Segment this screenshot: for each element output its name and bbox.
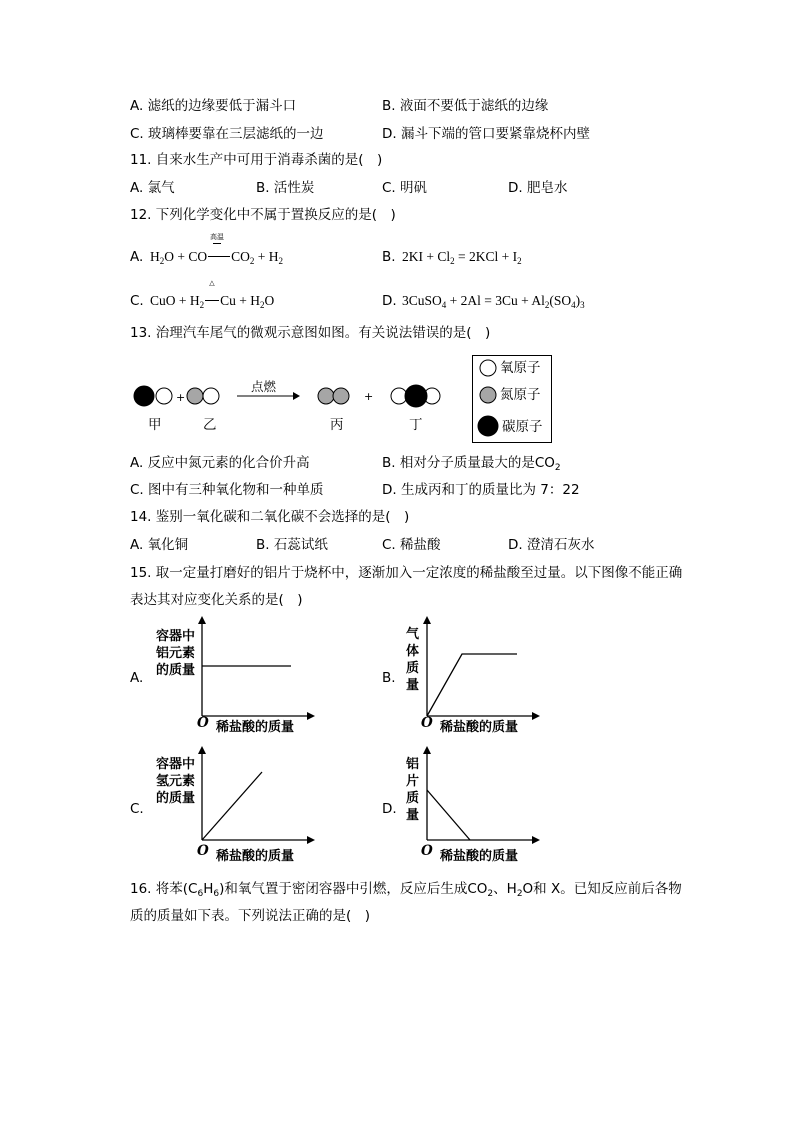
graph-b-origin: O <box>421 715 433 731</box>
graph-d-xlabel: 稀盐酸的质量 <box>440 849 519 864</box>
q16-stem-line2: 质的质量如下表。下列说法正确的是( ) <box>130 908 371 924</box>
graph-d-ylabel <box>406 756 419 824</box>
arrow-condition-label: 点燃 <box>251 379 277 394</box>
graph-d-y-arrow <box>423 746 431 754</box>
graph-c-label: C. <box>130 801 144 817</box>
oxygen-legend-icon <box>480 360 496 376</box>
q12-option-c-label: C. <box>130 293 144 309</box>
graph-d-line <box>427 790 470 840</box>
graph-c-xlabel: 稀盐酸的质量 <box>216 849 295 864</box>
q16-stem-line1 <box>130 880 682 903</box>
nitrogen-legend-icon <box>480 387 496 403</box>
q14-option-d: D. 澄清石灰水 <box>508 537 595 553</box>
graph-a-origin: O <box>197 715 209 731</box>
graph-b-xlabel: 稀盐酸的质量 <box>440 720 519 735</box>
graph-a-ylabel <box>156 628 195 679</box>
q12-option-d-label: D. <box>382 293 397 309</box>
carbon-atom <box>134 386 154 406</box>
nitrogen-atom <box>333 388 349 404</box>
q13-option-b-text: B. 相对分子质量最大的是CO <box>382 455 555 471</box>
q13-option-b-subscript: 2 <box>554 463 561 473</box>
q10-option-c: C. 玻璃棒要靠在三层滤纸的一边 <box>130 126 324 142</box>
q12-option-a-equation: $H_2O$ + CO $CO_2 + H_2$ <box>150 249 284 266</box>
q16-subscript: 2 <box>487 889 494 899</box>
carbon-atom <box>405 385 427 407</box>
q14-option-a: A. 氧化铜 <box>130 537 189 553</box>
q16-subscript: 6 <box>197 889 204 899</box>
q11-stem: 11. 自来水生产中可用于消毒杀菌的是( ) <box>130 152 383 168</box>
q12-option-b-equation: $2KI + Cl_2 = 2KCl + I_2$ <box>402 249 522 266</box>
q13-option-a: A. 反应中氮元素的化合价升高 <box>130 455 310 471</box>
q10-option-a: A. 滤纸的边缘要低于漏斗口 <box>130 98 297 114</box>
nitrogen-atom <box>187 388 203 404</box>
plus-sign-2: + <box>364 390 374 403</box>
q14-stem: 14. 鉴别一氧化碳和二氧化碳不会选择的是( ) <box>130 509 410 525</box>
graph-a-label: A. <box>130 670 144 686</box>
q13-option-b <box>382 454 561 477</box>
q16-text: 16. 将苯(C <box>130 881 198 897</box>
q13-option-c: C. 图中有三种氧化物和一种单质 <box>130 482 324 498</box>
graph-d-label: D. <box>382 801 397 817</box>
graph-a-x-arrow <box>307 712 315 720</box>
graph-d-ylabel-line: 片 <box>406 774 420 789</box>
q11-option-b: B. 活性炭 <box>256 180 315 196</box>
oxygen-atom <box>156 388 172 404</box>
graph-b-ylabel <box>406 626 419 694</box>
plus-sign-1: + <box>176 391 186 404</box>
q15-stem-line1: 15. 取一定量打磨好的铝片于烧杯中，逐渐加入一定浓度的稀盐酸至过量。以下图像不能正确 <box>130 565 683 581</box>
graph-b-y-arrow <box>423 616 431 624</box>
graph-c-origin: O <box>197 843 209 859</box>
q12-option-b-label: B. <box>382 249 396 265</box>
reaction-diagram <box>120 360 480 440</box>
q11-option-c: C. 明矾 <box>382 180 428 196</box>
q14-option-c: C. 稀盐酸 <box>382 537 441 553</box>
molecule-name-yi: 乙 <box>203 417 217 433</box>
graph-b-ylabel-line: 体 <box>406 644 420 659</box>
q12-option-a-label: A. <box>130 249 144 265</box>
graph-c-x-arrow <box>307 836 315 844</box>
graph-d-x-arrow <box>532 836 540 844</box>
graph-a-ylabel-line: 的质量 <box>156 663 196 678</box>
graph-d-ylabel-line: 量 <box>406 808 420 823</box>
q11-option-d: D. 肥皂水 <box>508 180 568 196</box>
graph-c-line <box>202 772 262 840</box>
q13-stem: 13. 治理汽车尾气的微观示意图如图。有关说法错误的是( ) <box>130 325 491 341</box>
molecule-name-jia: 甲 <box>148 417 162 433</box>
legend-nitrogen-label: 氮原子 <box>500 387 541 403</box>
q16-text: H <box>203 881 214 897</box>
graph-b-x-arrow <box>532 712 540 720</box>
graph-a-ylabel-line: 容器中 <box>156 629 196 644</box>
molecule-name-bing: 丙 <box>330 417 344 433</box>
q12-stem: 12. 下列化学变化中不属于置换反应的是( ) <box>130 207 396 223</box>
graph-a-xlabel: 稀盐酸的质量 <box>216 720 295 735</box>
graph-c-ylabel-line: 容器中 <box>156 757 196 772</box>
graph-d-origin: O <box>421 843 433 859</box>
legend-swatches <box>473 356 503 442</box>
graph-d-ylabel-line: 铝 <box>406 757 420 772</box>
oxygen-atom <box>203 388 219 404</box>
legend-carbon-label: 碳原子 <box>502 419 543 435</box>
q10-option-b: B. 液面不要低于滤纸的边缘 <box>382 98 549 114</box>
q11-option-a: A. 氯气 <box>130 180 175 196</box>
q12-a-equal-mark <box>213 243 221 244</box>
legend-oxygen-label: 氧原子 <box>500 360 541 376</box>
q14-option-b: B. 石蕊试纸 <box>256 537 328 553</box>
q16-text: O和 X。已知反应前后各物 <box>522 881 682 897</box>
q16-text: 、H <box>493 881 517 897</box>
q16-subscript: 2 <box>516 889 523 899</box>
graph-b-label: B. <box>382 670 396 686</box>
graph-a-ylabel-line: 铝元素 <box>156 646 196 661</box>
q12-option-d-equation: 3CuSO$_4$ + $2Al = 3Cu + Al_2(SO_4)_3$ <box>402 293 585 310</box>
molecule-name-ding: 丁 <box>409 417 423 433</box>
q16-text: )和氧气置于密闭容器中引燃，反应后生成CO <box>219 881 488 897</box>
graph-a-axes <box>195 616 315 724</box>
graph-a-y-arrow <box>198 616 206 624</box>
graph-c-axes <box>195 746 315 854</box>
q12-option-c-equation: CuO + $H_2$ $Cu + H_2O$ <box>150 293 275 310</box>
graph-b-line <box>427 654 517 716</box>
graph-b-ylabel-line: 量 <box>406 678 420 693</box>
q12-a-condition: 高温 <box>210 233 224 241</box>
graph-b-ylabel-line: 气 <box>406 627 420 642</box>
graph-c-ylabel-line: 的质量 <box>156 791 196 806</box>
atom-legend <box>472 355 552 443</box>
graph-c-ylabel-line: 氢元素 <box>156 774 196 789</box>
nitrogen-atom <box>318 388 334 404</box>
graph-c-ylabel <box>156 756 195 807</box>
q16-subscript: 6 <box>213 889 220 899</box>
graph-d-axes <box>420 746 540 854</box>
graph-b-axes <box>420 616 540 724</box>
graph-b-ylabel-line: 质 <box>406 661 420 676</box>
q10-option-d: D. 漏斗下端的管口要紧靠烧杯内壁 <box>382 126 590 142</box>
graph-c-y-arrow <box>198 746 206 754</box>
reaction-arrowhead <box>293 392 300 400</box>
q15-stem-line2: 表达其对应变化关系的是( ) <box>130 592 303 608</box>
q13-option-d: D. 生成丙和丁的质量比为 7：22 <box>382 482 580 498</box>
graph-d-ylabel-line: 质 <box>406 791 420 806</box>
carbon-legend-icon <box>478 416 498 436</box>
q12-c-condition: △ <box>209 279 215 287</box>
